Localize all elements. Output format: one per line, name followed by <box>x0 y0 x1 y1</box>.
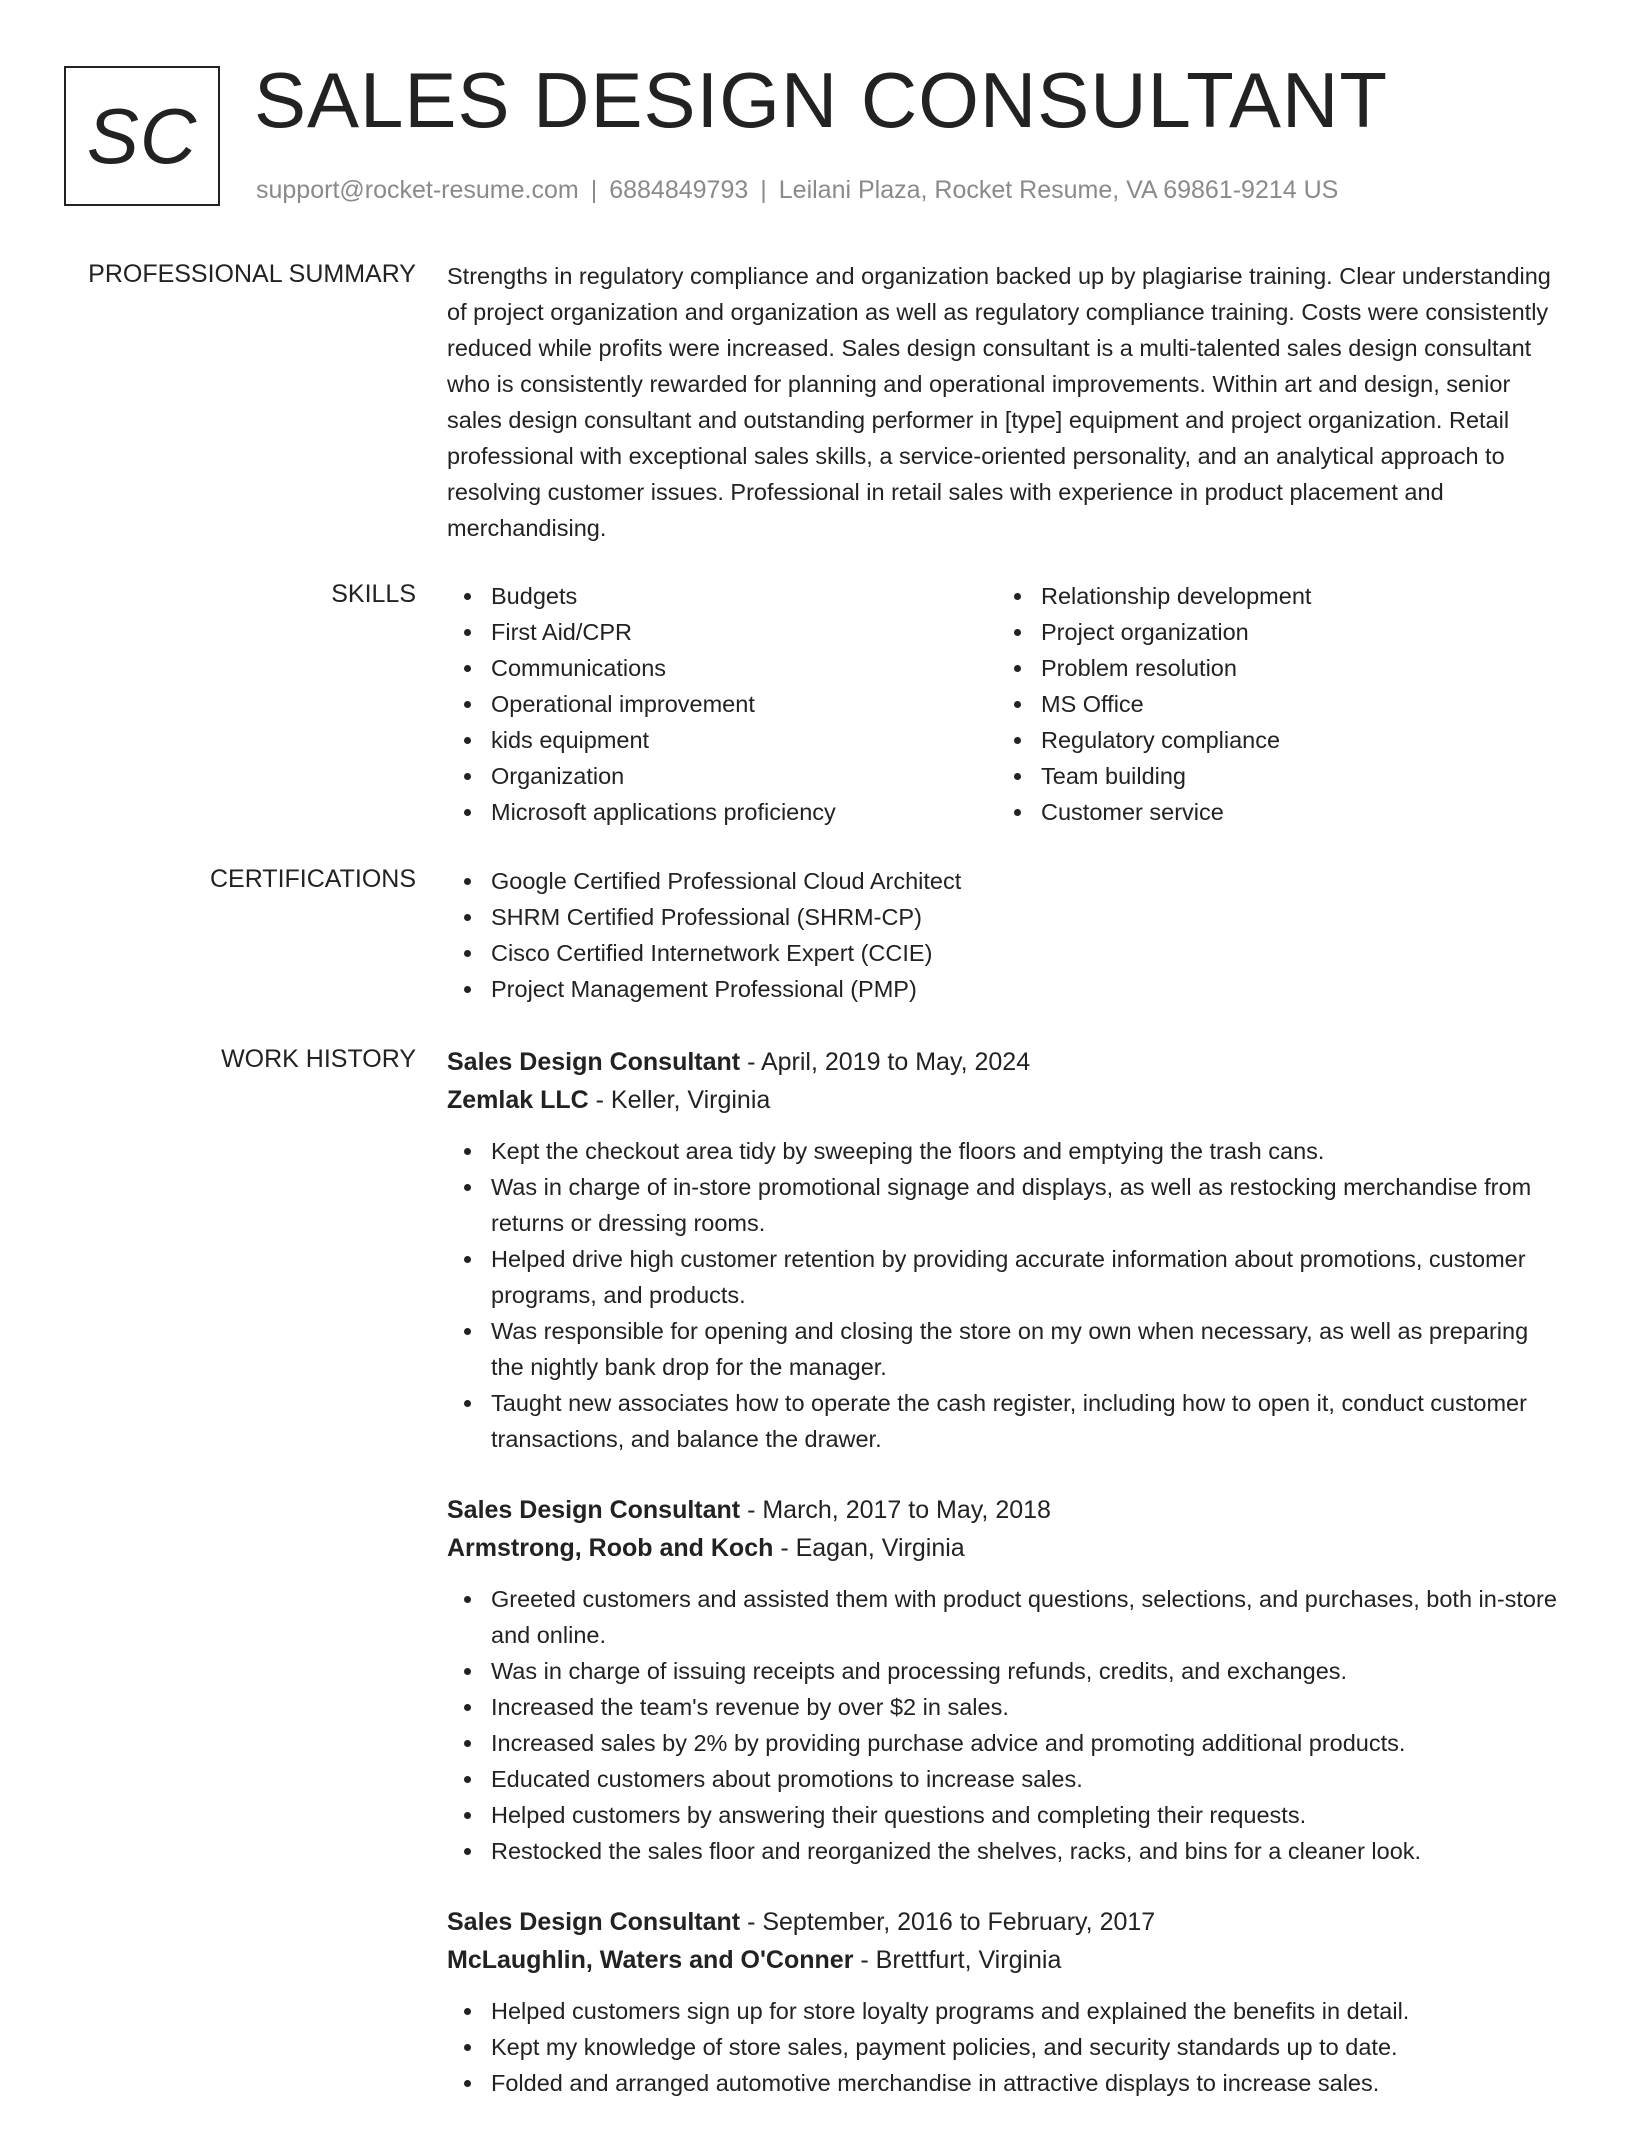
skill-item: Project organization <box>997 614 1547 650</box>
job-bullet: Folded and arranged automotive merchandise in attractive displays to increase sales. <box>447 2065 1562 2101</box>
skill-item: kids equipment <box>447 722 997 758</box>
skill-item: Problem resolution <box>997 650 1547 686</box>
job-bullet: Taught new associates how to operate the cash register, including how to open it, conduct customer transactions, and balance the drawer. <box>447 1385 1562 1457</box>
certifications-heading: CERTIFICATIONS <box>209 865 416 893</box>
skill-item: Customer service <box>997 794 1547 830</box>
skill-item: Operational improvement <box>447 686 997 722</box>
work-history-body <box>447 1043 1562 2135</box>
job-bullet: Was responsible for opening and closing the store on my own when necessary, as well as preparing the nightly bank drop for the manager. <box>447 1313 1562 1385</box>
certification-item: Project Management Professional (PMP) <box>447 971 1562 1007</box>
skill-item: Relationship development <box>997 578 1547 614</box>
skill-item: First Aid/CPR <box>447 614 997 650</box>
job-entry <box>447 1491 1562 1869</box>
skills-list-right <box>997 578 1547 830</box>
job-location: - Brettfurt, Virginia <box>853 1946 1062 1974</box>
initials-monogram: SC <box>64 66 220 206</box>
job-bullet: Restocked the sales floor and reorganized the shelves, racks, and bins for a cleaner look. <box>447 1833 1562 1869</box>
job-bullet: Kept my knowledge of store sales, payment policies, and security standards up to date. <box>447 2029 1562 2065</box>
job-bullet: Educated customers about promotions to increase sales. <box>447 1761 1562 1797</box>
job-bullets <box>447 1133 1562 1457</box>
job-company-line <box>447 1529 1562 1567</box>
job-title-line <box>447 1903 1562 1941</box>
skill-item: Microsoft applications proficiency <box>447 794 997 830</box>
job-bullet: Increased the team's revenue by over $2 in sales. <box>447 1689 1562 1725</box>
contact-separator: | <box>760 176 767 204</box>
job-title: Sales Design Consultant <box>447 1908 741 1936</box>
summary-body <box>447 258 1562 546</box>
job-company-line <box>447 1941 1562 1979</box>
job-bullet: Was in charge of issuing receipts and processing refunds, credits, and exchanges. <box>447 1653 1562 1689</box>
skills-body <box>447 578 1562 830</box>
summary-text: Strengths in regulatory compliance and organization backed up by plagiarise training. Clear understanding of project organization and organization as well as regulatory compliance training. Costs were consistently reduced while profits were increased. Sales design consultant is a multi-talented sales design consultant who is consistently rewarded for planning and operational improvements. Within art and design, senior sales design consultant and outstanding performer in [type] equipment and project organization. Retail professional with exceptional sales skills, a service-oriented personality, and an analytical approach to resolving customer issues. Professional in retail sales with experience in product placement and merchandising. <box>447 263 1551 541</box>
job-bullets <box>447 1581 1562 1869</box>
contact-separator: | <box>590 176 598 204</box>
certification-item: Cisco Certified Internetwork Expert (CCIE) <box>447 935 1562 971</box>
job-dates: - March, 2017 to May, 2018 <box>740 1496 1051 1524</box>
job-location: - Eagan, Virginia <box>773 1534 965 1562</box>
job-title-line <box>447 1491 1562 1529</box>
job-bullet: Helped customers by answering their questions and completing their requests. <box>447 1797 1562 1833</box>
job-dates: - September, 2016 to February, 2017 <box>740 1908 1156 1936</box>
summary-heading: PROFESSIONAL SUMMARY <box>88 260 416 288</box>
skill-item: Communications <box>447 650 997 686</box>
skill-item: Organization <box>447 758 997 794</box>
job-location: - Keller, Virginia <box>588 1086 771 1114</box>
skill-item: MS Office <box>997 686 1547 722</box>
job-entry <box>447 1043 1562 1457</box>
certification-item: Google Certified Professional Cloud Architect <box>447 863 1562 899</box>
contact-line <box>256 174 1338 206</box>
job-bullet: Helped customers sign up for store loyalty programs and explained the benefits in detail. <box>447 1993 1562 2029</box>
job-company: Armstrong, Roob and Koch <box>447 1534 774 1562</box>
job-company: Zemlak LLC <box>447 1086 589 1114</box>
job-title: Sales Design Consultant <box>447 1048 741 1076</box>
contact-address: Leilani Plaza, Rocket Resume, VA 69861-9214 US <box>778 176 1339 204</box>
contact-email[interactable]: support@rocket-resume.com <box>256 176 579 204</box>
job-bullet: Increased sales by 2% by providing purchase advice and promoting additional products. <box>447 1725 1562 1761</box>
job-bullet: Was in charge of in-store promotional signage and displays, as well as restocking merchandise from returns or dressing rooms. <box>447 1169 1562 1241</box>
skills-heading: SKILLS <box>331 580 416 608</box>
contact-phone[interactable]: 6884849793 <box>609 176 749 204</box>
job-entry <box>447 1903 1562 2101</box>
job-company: McLaughlin, Waters and O'Conner <box>447 1946 854 1974</box>
job-title: Sales Design Consultant <box>447 1496 741 1524</box>
certification-item: SHRM Certified Professional (SHRM-CP) <box>447 899 1562 935</box>
page-title: SALES DESIGN CONSULTANT <box>254 56 1389 144</box>
job-title-line <box>447 1043 1562 1081</box>
work-history-heading: WORK HISTORY <box>221 1045 416 1073</box>
skill-item: Team building <box>997 758 1547 794</box>
job-dates: - April, 2019 to May, 2024 <box>740 1048 1031 1076</box>
job-bullet: Helped drive high customer retention by providing accurate information about promotions, customer programs, and products. <box>447 1241 1562 1313</box>
skill-item: Regulatory compliance <box>997 722 1547 758</box>
job-bullet: Kept the checkout area tidy by sweeping the floors and emptying the trash cans. <box>447 1133 1562 1169</box>
skills-list-left <box>447 578 997 830</box>
job-bullet: Greeted customers and assisted them with product questions, selections, and purchases, both in-store and online. <box>447 1581 1562 1653</box>
skill-item: Budgets <box>447 578 997 614</box>
job-company-line <box>447 1081 1562 1119</box>
certifications-body <box>447 863 1562 1007</box>
job-bullets <box>447 1993 1562 2101</box>
certifications-list <box>447 863 1562 1007</box>
